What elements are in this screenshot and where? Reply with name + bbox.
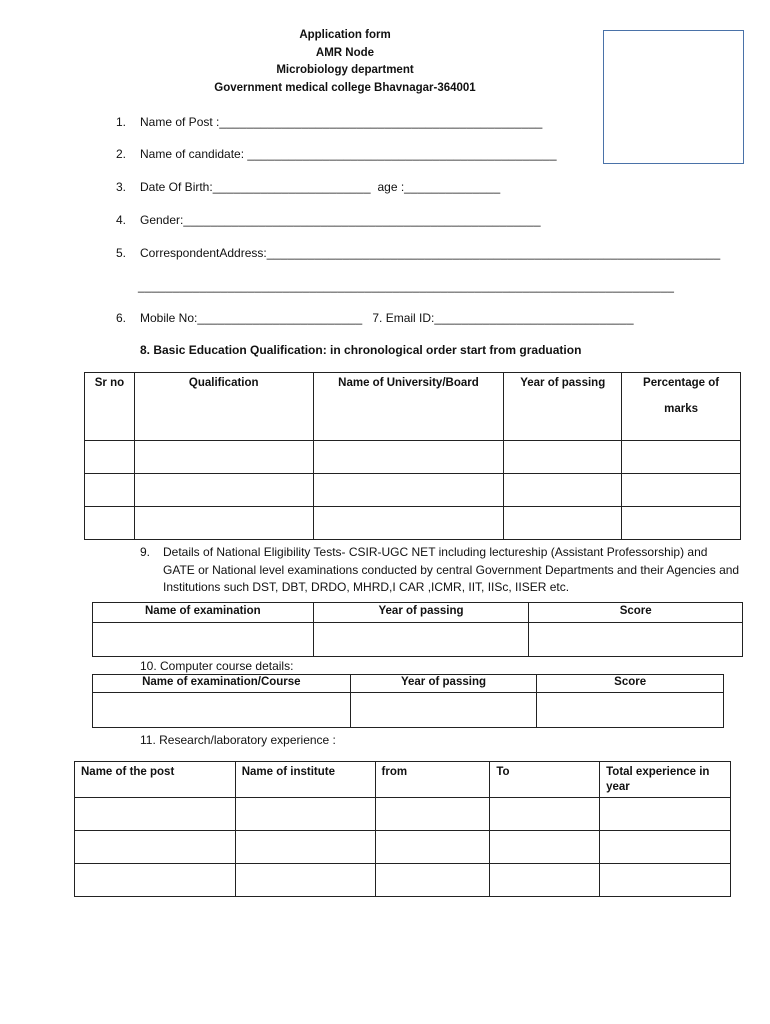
table-cell[interactable] xyxy=(375,864,490,897)
field-name-of-post[interactable]: 1. Name of Post :_______________________________________________ xyxy=(116,115,543,129)
table-cell[interactable] xyxy=(622,441,741,474)
col-to: To xyxy=(490,762,600,798)
table-row xyxy=(85,474,741,507)
address-line-2[interactable]: ______________________________________________________________________________ xyxy=(138,279,675,293)
gender-line[interactable]: ____________________________________________________ xyxy=(183,213,541,227)
field-address-continuation[interactable] xyxy=(138,279,674,293)
table-cell[interactable] xyxy=(93,623,314,657)
table-header-row xyxy=(93,603,743,623)
col-university: Name of University/Board xyxy=(313,373,504,441)
col-score: Score xyxy=(529,603,743,623)
table-cell[interactable] xyxy=(504,441,622,474)
table-row xyxy=(75,864,731,897)
table-cell[interactable] xyxy=(600,864,731,897)
table-cell[interactable] xyxy=(75,798,236,831)
section-8-title: 8. Basic Education Qualification: in chronological order start from graduation xyxy=(140,343,582,357)
age-line[interactable]: ______________ xyxy=(404,180,501,194)
field-correspondent-address[interactable]: 5. CorrespondentAddress:__________________________________________________________________ xyxy=(116,246,721,260)
research-experience-table xyxy=(74,761,731,897)
col-name-of-examination: Name of examination xyxy=(93,603,314,623)
email-line[interactable]: _____________________________ xyxy=(434,311,634,325)
table-cell[interactable] xyxy=(85,441,135,474)
field-date-of-birth[interactable]: 3. Date Of Birth:_______________________ age :______________ xyxy=(116,180,501,194)
table-cell[interactable] xyxy=(313,474,504,507)
header-college: Government medical college Bhavnagar-364001 xyxy=(214,81,476,94)
table-row xyxy=(85,441,741,474)
address-line-1[interactable]: __________________________________________________________________ xyxy=(266,246,721,260)
table-cell[interactable] xyxy=(313,441,504,474)
table-cell[interactable] xyxy=(622,474,741,507)
table-row xyxy=(75,831,731,864)
table-cell[interactable] xyxy=(134,474,313,507)
table-cell[interactable] xyxy=(235,864,375,897)
table-cell[interactable] xyxy=(504,474,622,507)
field-gender[interactable]: 4. Gender:____________________________________________________ xyxy=(116,213,541,227)
col-percentage: Percentage of marks xyxy=(622,373,741,441)
table-row xyxy=(93,693,724,728)
header-node: AMR Node xyxy=(315,46,375,59)
photo-box[interactable] xyxy=(603,30,744,164)
col-year-of-passing: Year of passing xyxy=(504,373,622,441)
table-cell[interactable] xyxy=(313,623,529,657)
table-row xyxy=(75,798,731,831)
table-row xyxy=(85,507,741,540)
header-department: Microbiology department xyxy=(276,64,414,76)
field-mobile-email[interactable]: 6. Mobile No:________________________ 7. Email ID:_____________________________ xyxy=(116,311,634,325)
table-cell[interactable] xyxy=(375,831,490,864)
col-year-of-passing: Year of passing xyxy=(350,675,537,693)
computer-course-table xyxy=(92,674,724,728)
table-cell[interactable] xyxy=(490,864,600,897)
col-from: from xyxy=(375,762,490,798)
col-total-experience: Total experience in year xyxy=(600,762,731,798)
field-name-of-candidate[interactable]: 2. Name of candidate: _____________________________________________ xyxy=(116,147,557,161)
table-cell[interactable] xyxy=(85,474,135,507)
col-sr-no: Sr no xyxy=(85,373,135,441)
table-cell[interactable] xyxy=(600,798,731,831)
section-11-title: 11. Research/laboratory experience : xyxy=(140,733,336,747)
table-header-row xyxy=(85,373,741,441)
table-cell[interactable] xyxy=(529,623,743,657)
table-cell[interactable] xyxy=(504,507,622,540)
table-cell[interactable] xyxy=(622,507,741,540)
table-cell[interactable] xyxy=(235,831,375,864)
mobile-line[interactable]: ________________________ xyxy=(197,311,363,325)
form-header xyxy=(180,27,510,97)
name-of-candidate-line[interactable]: _____________________________________________ xyxy=(247,147,557,161)
table-cell[interactable] xyxy=(375,798,490,831)
table-cell[interactable] xyxy=(537,693,724,728)
col-name-of-post: Name of the post xyxy=(75,762,236,798)
table-cell[interactable] xyxy=(490,798,600,831)
col-name-of-course: Name of examination/Course xyxy=(93,675,351,693)
col-qualification: Qualification xyxy=(134,373,313,441)
table-cell[interactable] xyxy=(490,831,600,864)
section-10-title: 10. Computer course details: xyxy=(140,659,294,673)
col-score: Score xyxy=(537,675,724,693)
date-of-birth-line[interactable]: _______________________ xyxy=(212,180,371,194)
table-cell[interactable] xyxy=(134,441,313,474)
table-row xyxy=(93,623,743,657)
table-cell[interactable] xyxy=(600,831,731,864)
table-cell[interactable] xyxy=(75,864,236,897)
table-header-row xyxy=(93,675,724,693)
education-table xyxy=(84,372,741,540)
national-tests-table xyxy=(92,602,743,657)
header-title: Application form xyxy=(299,29,391,41)
col-year-of-passing: Year of passing xyxy=(313,603,529,623)
table-cell[interactable] xyxy=(235,798,375,831)
table-cell[interactable] xyxy=(134,507,313,540)
section-9-description: 9. Details of National Eligibility Tests- CSIR-UGC NET including lectureship (Assistant Professorship) and GATE or National level examinations conducted by central Government Departments and their Agencies and Institutions such DST, DBT, DRDO, MHRD,I CAR ,ICMR, IIT, IISc, IISER etc. xyxy=(140,545,740,594)
name-of-post-line[interactable]: _______________________________________________ xyxy=(219,115,543,129)
table-cell[interactable] xyxy=(350,693,537,728)
col-name-of-institute: Name of institute xyxy=(235,762,375,798)
table-cell[interactable] xyxy=(93,693,351,728)
table-cell[interactable] xyxy=(75,831,236,864)
table-header-row xyxy=(75,762,731,798)
table-cell[interactable] xyxy=(85,507,135,540)
table-cell[interactable] xyxy=(313,507,504,540)
